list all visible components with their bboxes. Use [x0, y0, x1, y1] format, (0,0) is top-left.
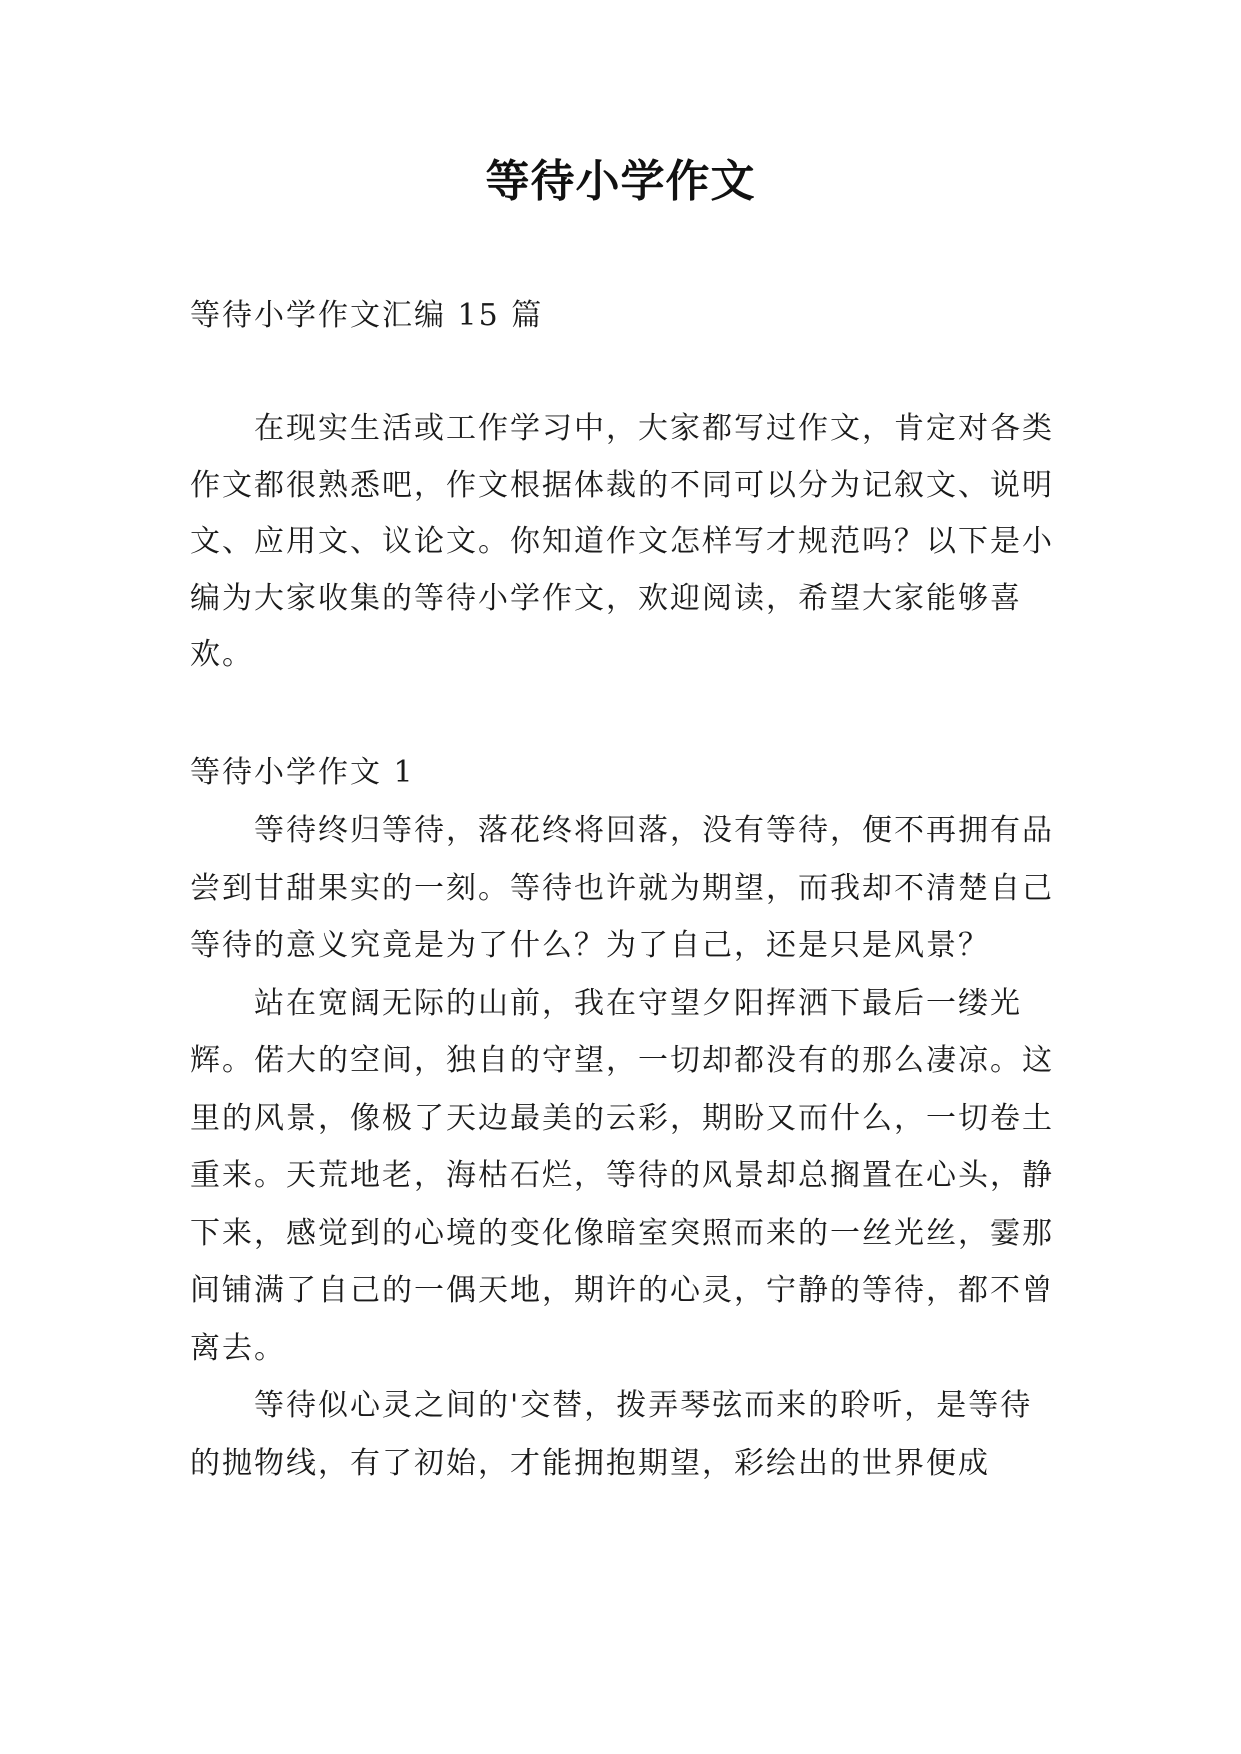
intro-paragraph: 在现实生活或工作学习中，大家都写过作文，肯定对各类作文都很熟悉吧，作文根据体裁的不同可以分为记叙文、说明文、应用文、议论文。你知道作文怎样写才规范吗？以下是小编为大家收集的等待小学作文，欢迎阅读，希望大家能够喜欢。: [190, 411, 1054, 672]
essay-paragraph: 站在宽阔无际的山前，我在守望夕阳挥洒下最后一缕光辉。偌大的空间，独自的守望，一切却都没有的那么凄凉。这里的风景，像极了天边最美的云彩，期盼又而什么，一切卷土重来。天荒地老，海枯石烂，等待的风景却总搁置在心头，静下来，感觉到的心境的变化像暗室突照而来的一丝光丝，霎那间铺满了自己的一偶天地，期许的心灵，宁静的等待，都不曾离去。: [190, 985, 1054, 1366]
essay-paragraph: 等待似心灵之间的'交替，拨弄琴弦而来的聆听，是等待的抛物线，有了初始，才能拥抱期望，彩绘出的世界便成: [190, 1388, 1033, 1481]
essay-section-1: [190, 744, 1060, 1492]
document-title: 等待小学作文: [485, 156, 756, 207]
document-subtitle: 等待小学作文汇编 15 篇: [190, 298, 544, 333]
section-heading: 等待小学作文 1: [190, 755, 415, 790]
essay-paragraph: 等待终归等待，落花终将回落，没有等待，便不再拥有品尝到甘甜果实的一刻。等待也许就为期望，而我却不清楚自己等待的意义究竟是为了什么？为了自己，还是只是风景？: [190, 813, 1054, 963]
